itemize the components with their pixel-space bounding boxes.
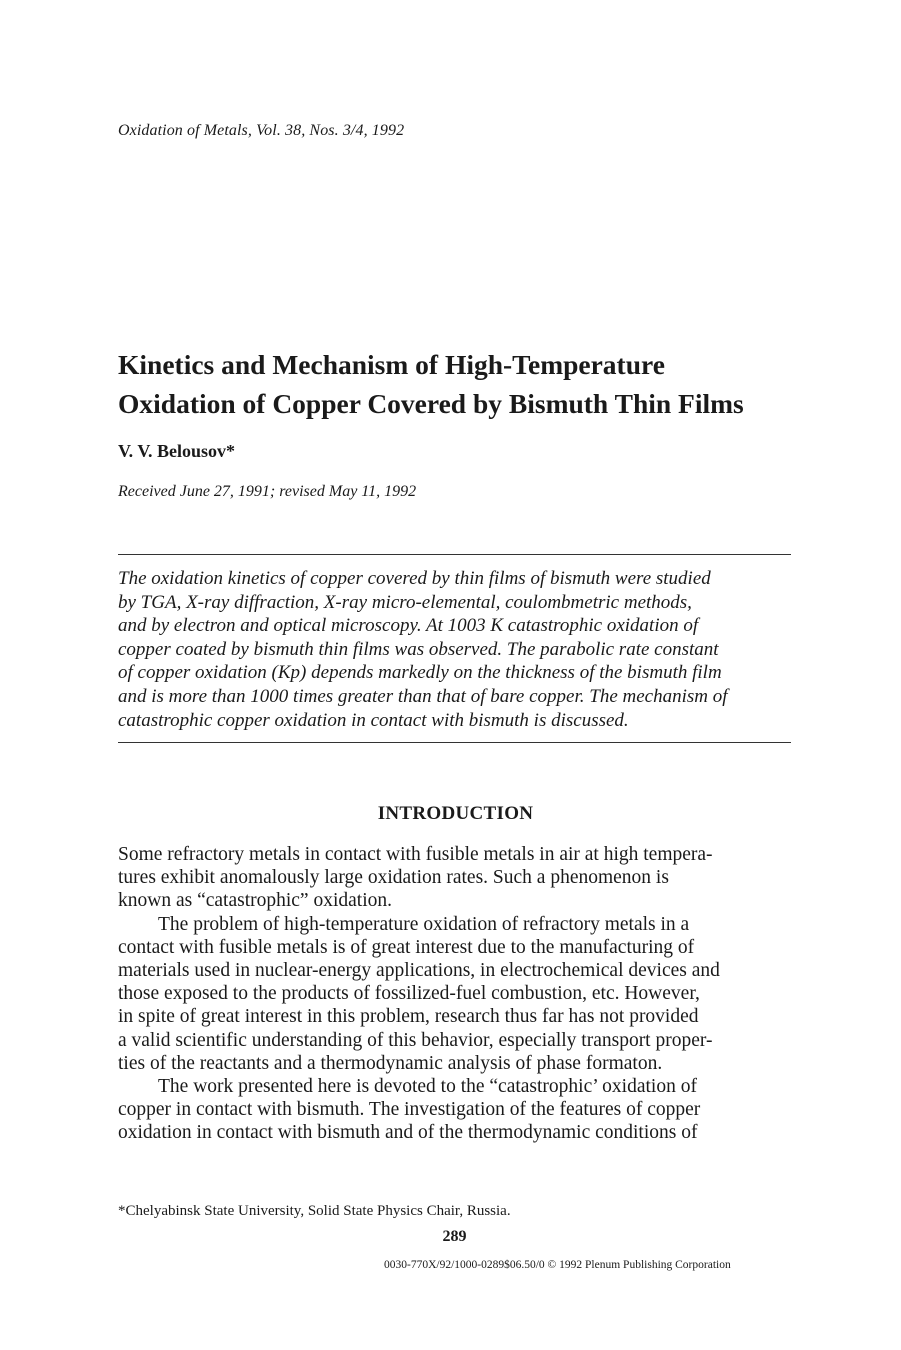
abstract-line: by TGA, X-ray diffraction, X-ray micro-elemental, coulombmetric methods, — [118, 591, 692, 613]
copyright-line: 0030-770X/92/1000-0289$06.50/0 © 1992 Plenum Publishing Corporation — [384, 1259, 731, 1271]
section-heading — [0, 803, 901, 825]
body-line: The work presented here is devoted to the “catastrophic’ oxidation of — [158, 1076, 697, 1098]
body-line: a valid scientific understanding of this behavior, especially transport proper- — [118, 1029, 713, 1051]
title-line: Oxidation of Copper Covered by Bismuth Thin Films — [118, 388, 744, 419]
page-number-text: 289 — [442, 1228, 467, 1245]
abstract-line: and is more than 1000 times greater than that of bare copper. The mechanism of — [118, 685, 728, 707]
article-title — [118, 345, 818, 423]
abstract-line: The oxidation kinetics of copper covered by thin films of bismuth were studied — [118, 568, 711, 589]
page-number — [0, 1228, 901, 1246]
body-line: tures exhibit anomalously large oxidation rates. Such a phenomenon is — [118, 867, 669, 889]
abstract-bottom-rule — [118, 742, 791, 743]
body-line: ties of the reactants and a thermodynamic analysis of phase formaton. — [118, 1052, 663, 1074]
author-name: V. V. Belousov* — [118, 441, 236, 461]
introduction-body — [118, 843, 791, 1145]
body-line: materials used in nuclear-energy applications, in electrochemical devices and — [118, 960, 720, 982]
section-heading-text: INTRODUCTION — [377, 803, 534, 824]
title-line: Kinetics and Mechanism of High-Temperature — [118, 349, 665, 380]
body-line: those exposed to the products of fossilized-fuel combustion, etc. However, — [118, 983, 700, 1005]
abstract-line: copper coated by bismuth thin films was observed. The parabolic rate constant — [118, 638, 719, 660]
abstract-line: catastrophic copper oxidation in contact with bismuth is discussed. — [118, 709, 629, 731]
abstract-top-rule — [118, 554, 791, 555]
abstract — [118, 567, 791, 732]
received-dates: Received June 27, 1991; revised May 11, 1992 — [118, 483, 417, 500]
body-line: oxidation in contact with bismuth and of the thermodynamic conditions of — [118, 1122, 698, 1144]
journal-citation: Oxidation of Metals, Vol. 38, Nos. 3/4, 1992 — [118, 122, 405, 139]
body-line: known as “catastrophic” oxidation. — [118, 890, 392, 912]
abstract-line: and by electron and optical microscopy. At 1003 K catastrophic oxidation of — [118, 615, 699, 637]
abstract-line: of copper oxidation (Kp) depends markedly on the thickness of the bismuth film — [118, 662, 722, 684]
body-line: contact with fusible metals is of great interest due to the manufacturing of — [118, 936, 695, 958]
author-affiliation-footnote: *Chelyabinsk State University, Solid State Physics Chair, Russia. — [118, 1203, 511, 1219]
body-line: The problem of high-temperature oxidation of refractory metals in a — [158, 913, 690, 935]
body-line: in spite of great interest in this problem, research thus far has not provided — [118, 1006, 699, 1028]
body-line: copper in contact with bismuth. The investigation of the features of copper — [118, 1099, 701, 1121]
body-line: Some refractory metals in contact with fusible metals in air at high tempera- — [118, 844, 713, 865]
